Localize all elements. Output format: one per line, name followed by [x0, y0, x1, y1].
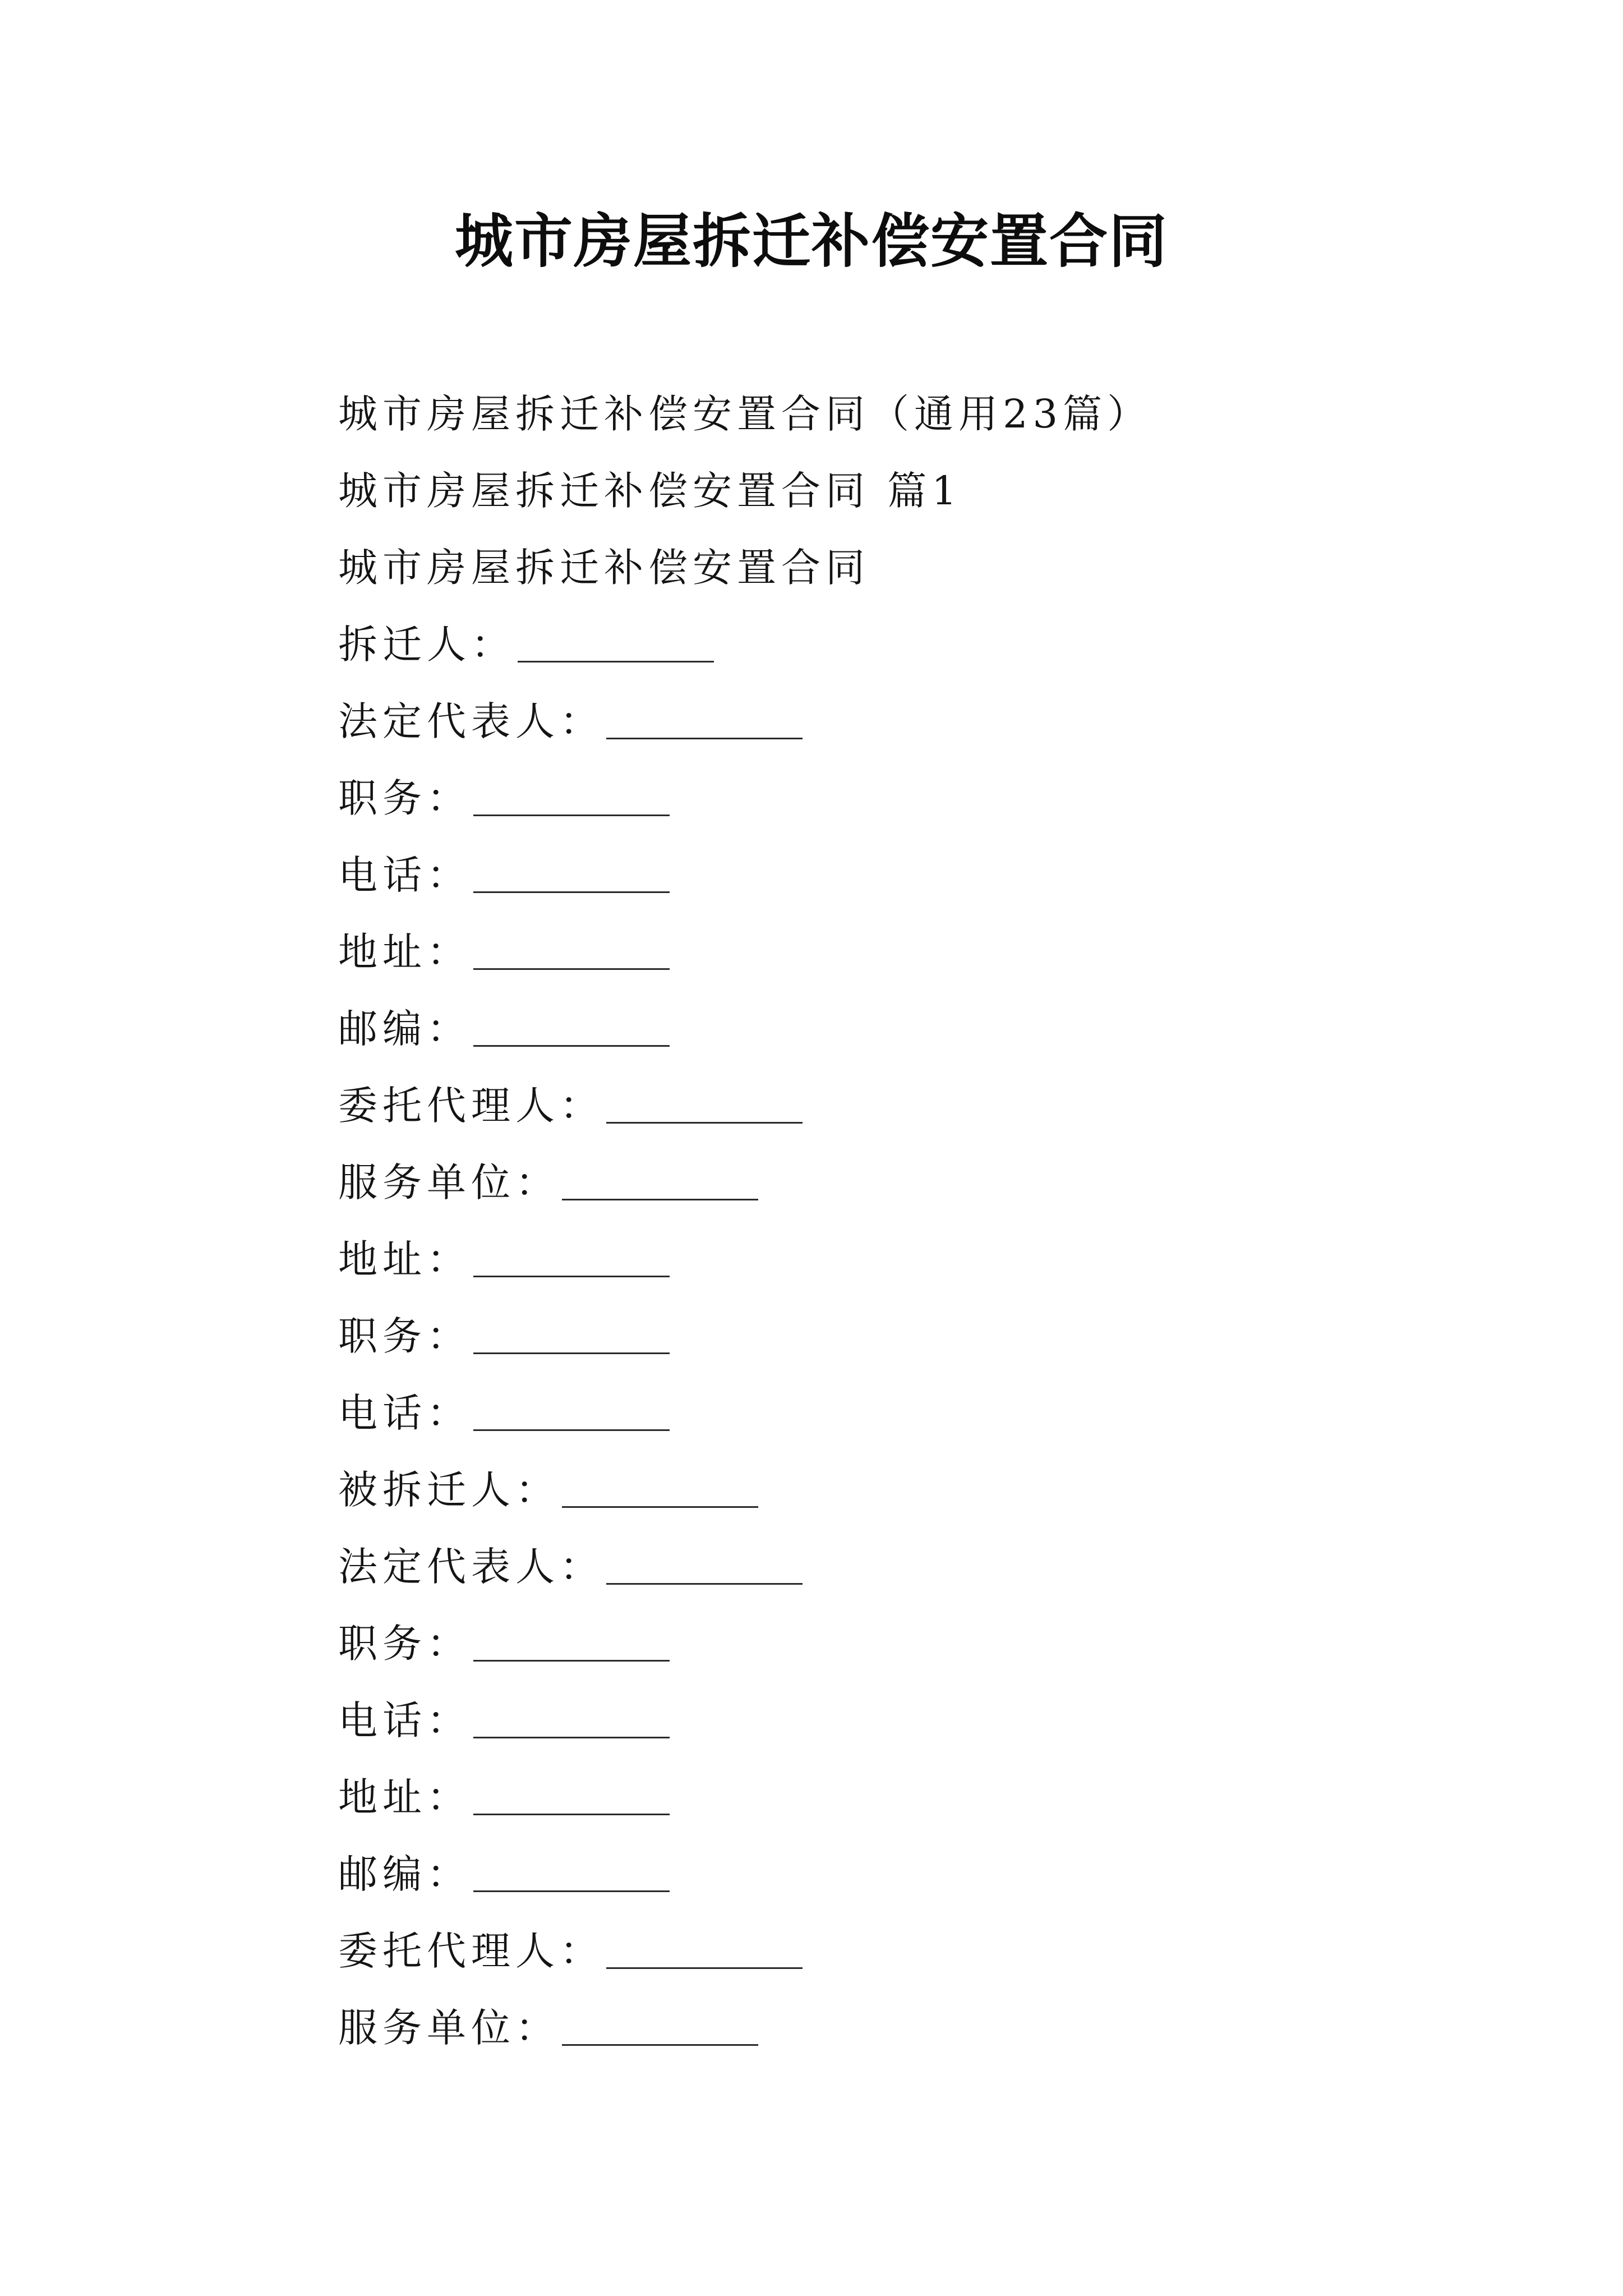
field-row-address-2 — [338, 1759, 1516, 1836]
field-label: 电话： — [338, 1390, 471, 1436]
fill-in-blank[interactable] — [518, 627, 714, 662]
fill-in-blank[interactable] — [473, 1396, 670, 1431]
field-label: 服务单位： — [338, 1159, 560, 1205]
fill-in-blank[interactable] — [606, 1934, 803, 1969]
fill-in-blank[interactable] — [606, 1088, 803, 1124]
collection-heading: 城市房屋拆迁补偿安置合同（通用23篇） — [338, 391, 1152, 437]
fill-in-blank[interactable] — [606, 704, 803, 739]
fill-in-blank[interactable] — [473, 781, 670, 816]
field-row-agent-2 — [338, 1913, 1516, 1990]
document-body — [338, 376, 1516, 2067]
fill-in-blank[interactable] — [473, 1857, 670, 1892]
fill-in-blank[interactable] — [606, 1549, 803, 1585]
fill-in-blank[interactable] — [473, 935, 670, 970]
field-row-legal-representative — [338, 683, 1516, 760]
field-label: 委托代理人： — [338, 1928, 604, 1974]
fill-in-blank[interactable] — [473, 1242, 670, 1277]
field-label: 法定代表人： — [338, 698, 604, 744]
field-row-demolisher — [338, 606, 1516, 683]
chapter-heading: 城市房屋拆迁补偿安置合同 篇1 — [338, 468, 962, 514]
fill-in-blank[interactable] — [473, 1011, 670, 1047]
fill-in-blank[interactable] — [473, 1703, 670, 1738]
fill-in-blank[interactable] — [473, 1780, 670, 1815]
field-label: 服务单位： — [338, 2005, 560, 2051]
field-label: 地址： — [338, 1774, 471, 1820]
field-label: 法定代表人： — [338, 1544, 604, 1590]
field-row-postcode — [338, 991, 1516, 1068]
field-row-address — [338, 914, 1516, 991]
field-label: 职务： — [338, 775, 471, 821]
field-label: 委托代理人： — [338, 1083, 604, 1129]
field-label: 职务： — [338, 1621, 471, 1667]
field-row-employer-2 — [338, 1990, 1516, 2067]
field-row-agent-address — [338, 1221, 1516, 1298]
field-row-agent — [338, 1068, 1516, 1144]
fill-in-blank[interactable] — [562, 2010, 758, 2046]
field-row-position — [338, 760, 1516, 837]
field-label: 电话： — [338, 852, 471, 898]
field-row-agent-phone — [338, 1375, 1516, 1452]
field-label: 被拆迁人： — [338, 1467, 560, 1513]
field-row-legal-representative-2 — [338, 1529, 1516, 1605]
fill-in-blank[interactable] — [562, 1165, 758, 1200]
field-label: 电话： — [338, 1697, 471, 1743]
fill-in-blank[interactable] — [473, 1626, 670, 1662]
field-row-position-2 — [338, 1605, 1516, 1682]
field-label: 地址： — [338, 1236, 471, 1282]
field-row-agent-position — [338, 1298, 1516, 1375]
field-row-employer — [338, 1144, 1516, 1221]
field-row-phone-2 — [338, 1682, 1516, 1759]
fill-in-blank[interactable] — [473, 858, 670, 893]
field-label: 邮编： — [338, 1006, 471, 1052]
field-label: 拆迁人： — [338, 622, 515, 668]
field-label: 职务： — [338, 1313, 471, 1359]
field-row-demolished-party — [338, 1452, 1516, 1529]
fill-in-blank[interactable] — [473, 1319, 670, 1354]
field-label: 邮编： — [338, 1851, 471, 1897]
field-label: 地址： — [338, 929, 471, 975]
fill-in-blank[interactable] — [562, 1473, 758, 1508]
document-title: 城市房屋拆迁补偿安置合同 — [454, 207, 1168, 275]
contract-name: 城市房屋拆迁补偿安置合同 — [338, 545, 870, 591]
field-row-postcode-2 — [338, 1836, 1516, 1913]
field-row-phone — [338, 837, 1516, 914]
